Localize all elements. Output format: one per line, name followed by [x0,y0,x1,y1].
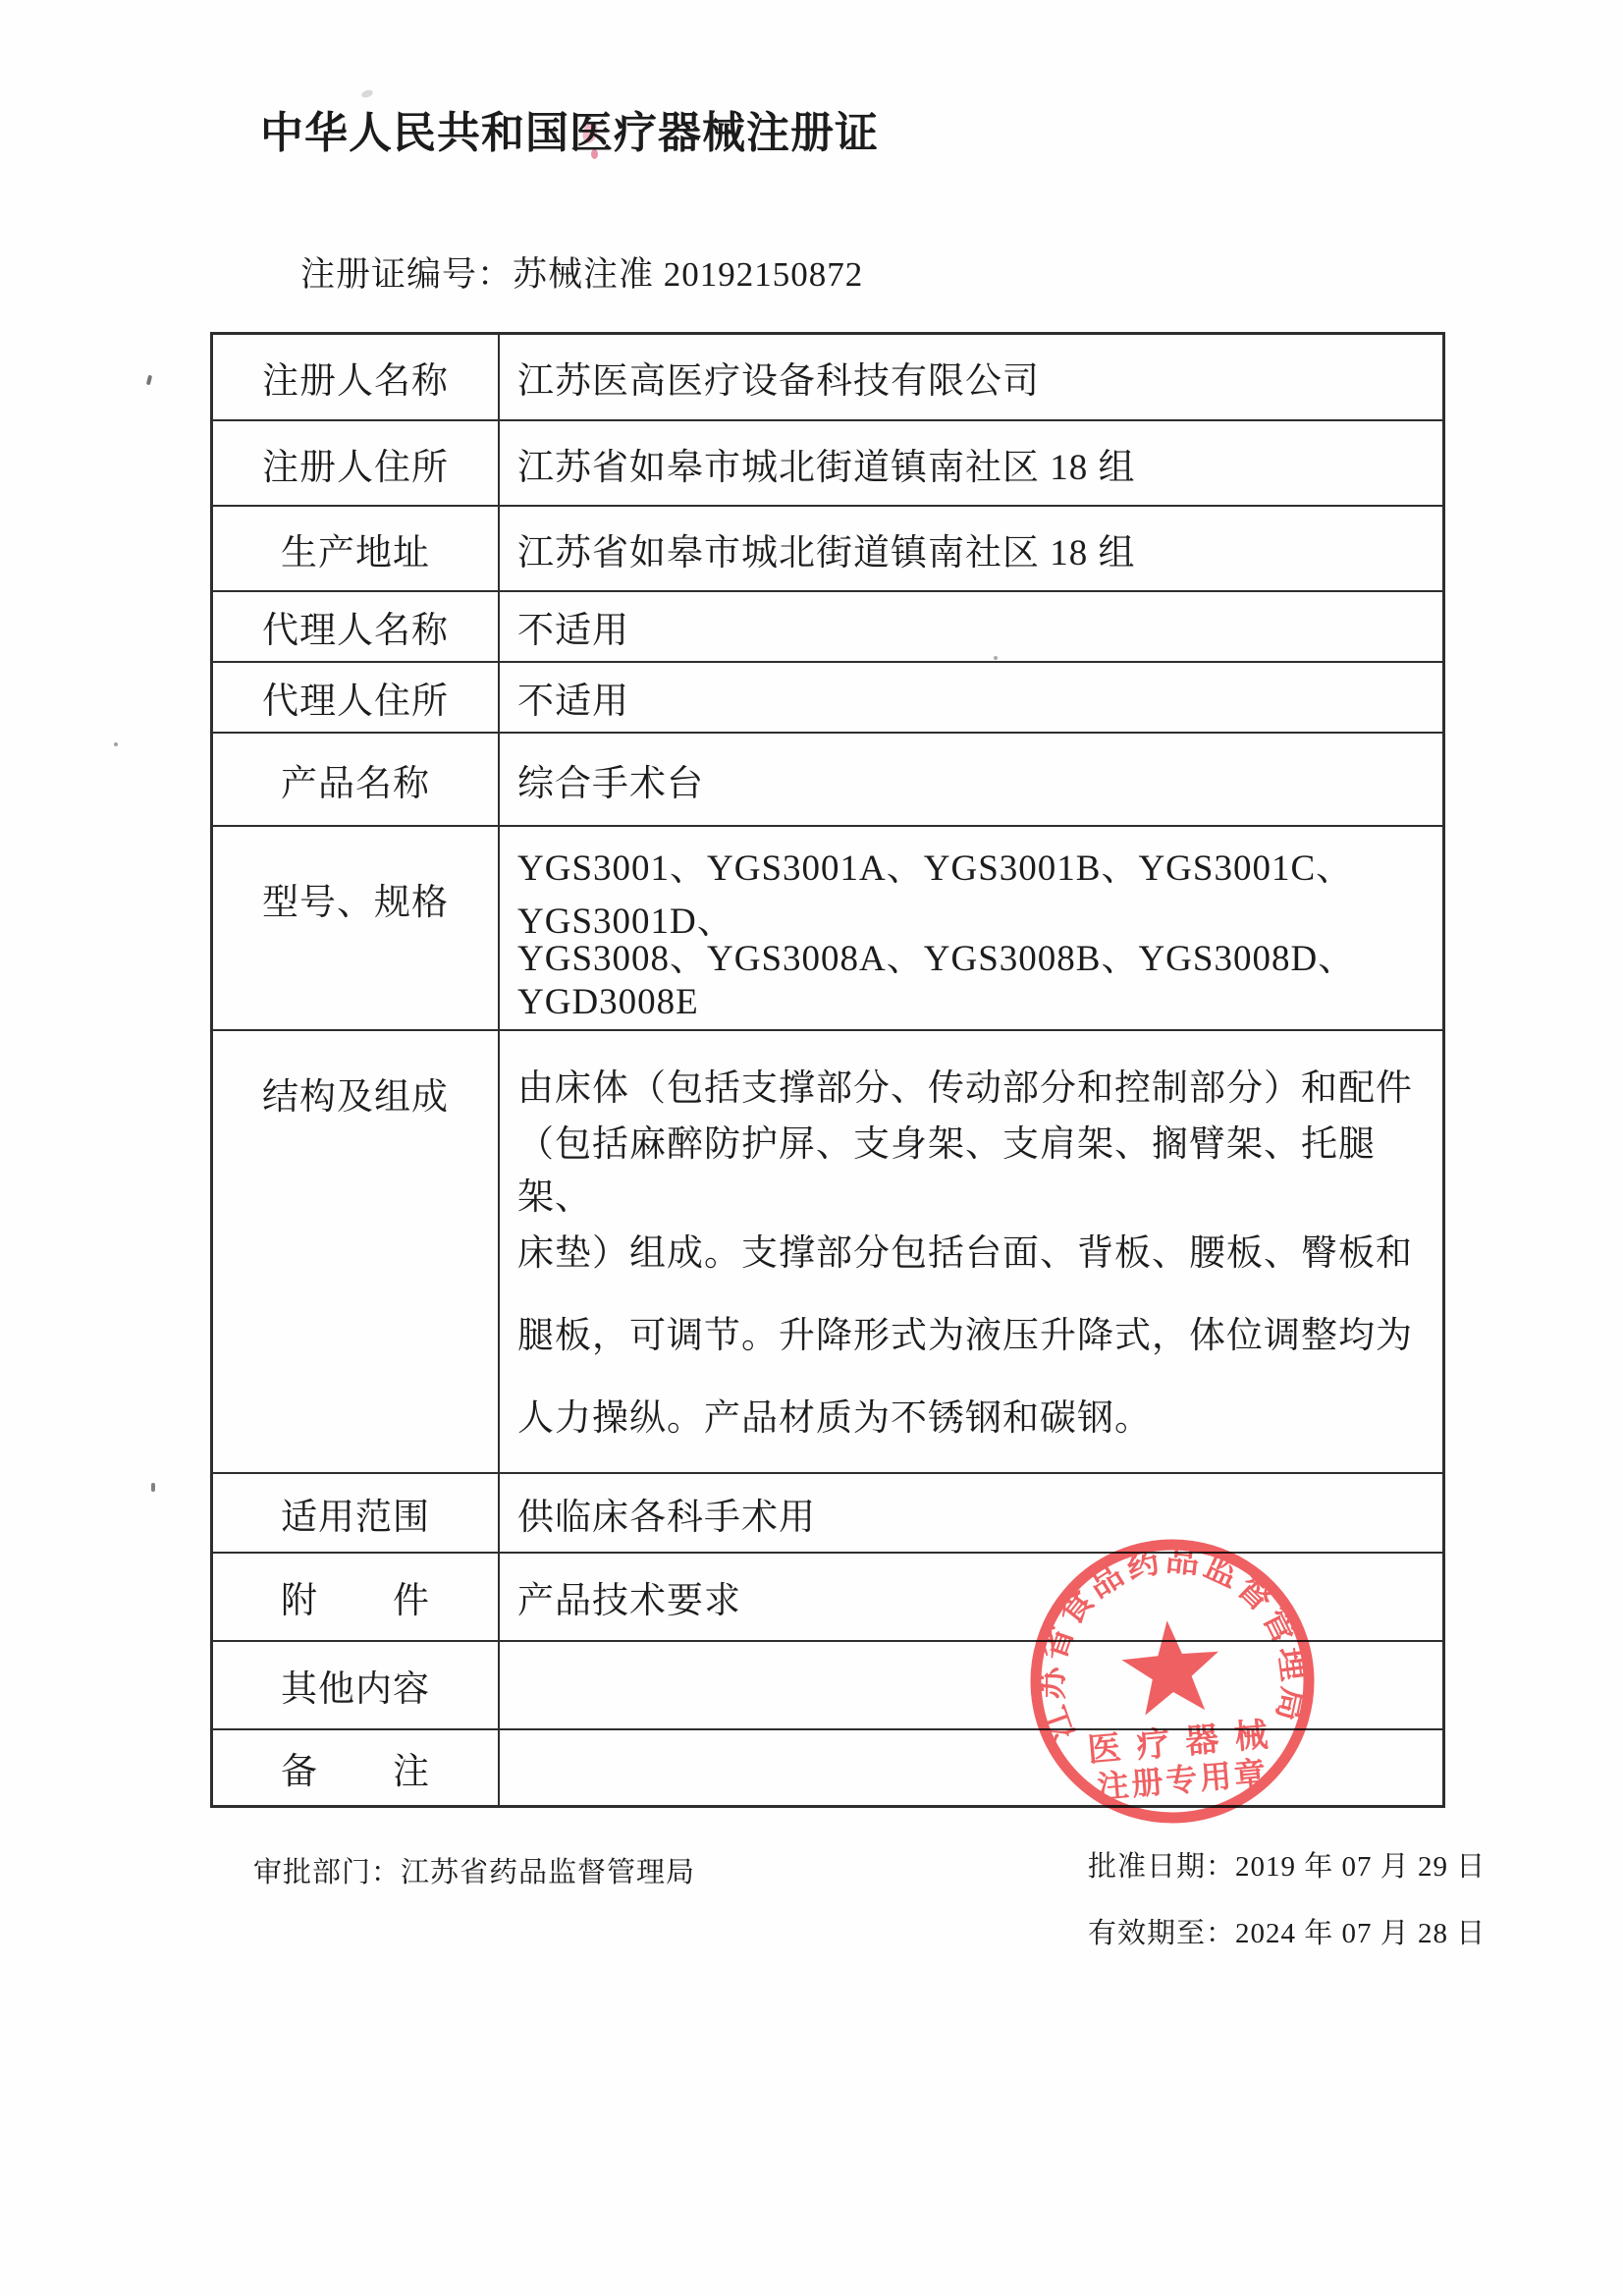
row-label: 生产地址 [213,507,500,590]
table-row-agent-address [213,661,1442,732]
row-label: 型号、规格 [213,827,500,1029]
certificate-number-value: 苏械注准 20192150872 [513,255,864,294]
scan-speck [151,1483,155,1492]
row-label: 注册人住所 [213,421,500,505]
row-label: 注册人名称 [213,335,500,419]
structure-line: 人力操纵。产品材质为不锈钢和碳钢。 [517,1398,1152,1439]
table-row-registrant-name [213,335,1442,419]
row-label: 附 件 [213,1554,500,1640]
certificate-number-line [300,253,863,297]
row-label: 代理人住所 [213,663,500,732]
structure-line: 腿板，可调节。升降形式为液压升降式，体位调整均为 [517,1316,1413,1356]
row-value: 江苏省如皋市城北街道镇南社区 18 组 [517,447,1136,488]
scan-speck [114,742,118,746]
page-title: 中华人民共和国医疗器械注册证 [260,109,879,157]
row-label: 结构及组成 [213,1031,500,1472]
row-value [500,827,1442,1029]
stamp-ring-text: 江苏省食品药品监督管理局 [1033,1541,1313,1745]
structure-line: 由床体（包括支撑部分、传动部分和控制部分）和配件 [517,1068,1413,1109]
scan-speck [360,88,374,99]
model-spec-line: YGS3008、YGS3008A、YGS3008B、YGS3008D、YGD3008E [517,938,1356,1022]
table-row-product-name [213,732,1442,825]
stamp-line2-text: 注册专用章 [1096,1754,1271,1805]
row-value: 江苏省如皋市城北街道镇南社区 18 组 [517,532,1136,574]
table-row-agent-name [213,590,1442,661]
table-row-registrant-address [213,419,1442,505]
row-value: 产品技术要求 [517,1581,741,1621]
model-spec-line: YGS3001、YGS3001A、YGS3001B、YGS3001C、YGS3001D、 [517,848,1354,942]
row-label: 适用范围 [213,1474,500,1552]
row-label: 其他内容 [213,1642,500,1728]
approval-department: 审批部门：江苏省药品监督管理局 [253,1857,696,1888]
row-value: 综合手术台 [517,763,704,804]
row-value: 不适用 [517,682,629,722]
row-label: 产品名称 [213,734,500,825]
valid-until-date: 有效期至：2024 年 07 月 28 日 [1088,1918,1487,1949]
table-row-structure-composition [213,1029,1442,1472]
row-value: 不适用 [517,611,629,651]
row-label: 备 注 [213,1730,500,1805]
star-icon [1118,1616,1223,1717]
structure-line: 床垫）组成。支撑部分包括台面、背板、腰板、臀板和 [517,1233,1413,1274]
structure-line: （包括麻醉防护屏、支身架、支肩架、搁臂架、托腿架、 [517,1124,1376,1218]
table-row-production-address [213,505,1442,590]
scan-speck [146,375,152,386]
row-value [500,1031,1442,1472]
official-stamp [1006,1515,1338,1847]
certificate-number-label: 注册证编号： [300,255,514,294]
row-label: 代理人名称 [213,592,500,661]
stamp-line1-text: 医疗器械 [1086,1716,1285,1770]
row-value: 供临床各科手术用 [517,1497,816,1538]
approval-date: 批准日期：2019 年 07 月 29 日 [1088,1851,1487,1883]
table-row-model-spec [213,825,1442,1029]
row-value: 江苏医高医疗设备科技有限公司 [517,361,1040,402]
